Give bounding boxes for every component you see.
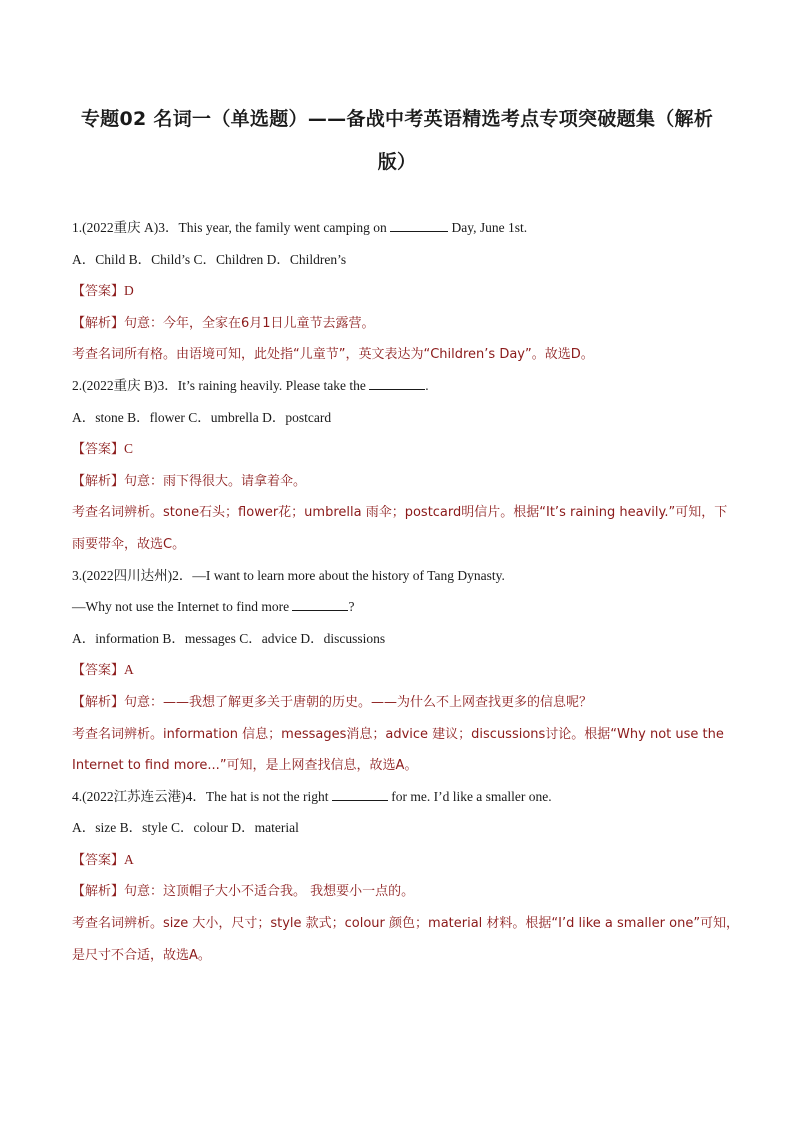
question-2-analysis: 【解析】句意：雨下得很大。请拿着伞。 xyxy=(72,473,307,489)
question-1-answer: 【答案】D xyxy=(72,283,134,300)
question-3-explanation-cont: Internet to find more...”可知，是上网查找信息，故选A。 xyxy=(72,758,418,774)
question-3-options: A．information B．messages C．advice D．discussions xyxy=(72,630,386,646)
title-line-2: 版） xyxy=(377,151,417,173)
question-3-explanation: 考查名词辨析。information 信息；messages消息；advice 建议；discussions讨论。根据“Why not use the xyxy=(72,726,724,742)
question-list xyxy=(72,212,740,970)
question-4-analysis: 【解析】句意：这顶帽子大小不适合我。 我想要小一点的。 xyxy=(72,884,415,900)
title-line-1: 专题02 名词一（单选题）——备战中考英语精选考点专项突破题集（解析 xyxy=(80,108,714,130)
page-title xyxy=(60,98,734,184)
question-1-analysis: 【解析】句意：今年，全家在6月1日儿童节去露营。 xyxy=(72,315,375,331)
question-4-stem: 4.(2022江苏连云港)4．The hat is not the right for me. I’d like a smaller one. xyxy=(72,788,552,804)
question-1-stem: 1.(2022重庆 A)3．This year, the family went camping on Day, June 1st. xyxy=(72,220,528,235)
question-4-options: A．size B．style C．colour D．material xyxy=(72,820,299,836)
question-4-explanation-cont: 是尺寸不合适，故选A。 xyxy=(72,947,211,963)
answer-blank xyxy=(390,221,448,232)
question-3-analysis: 【解析】句意：——我想了解更多关于唐朝的历史。——为什么不上网查找更多的信息呢？ xyxy=(72,694,593,710)
answer-blank xyxy=(332,790,388,801)
question-3-answer: 【答案】A xyxy=(72,662,134,679)
question-1-explanation: 考查名词所有格。由语境可知，此处指“儿童节”，英文表达为“Children’s Day”。故选D。 xyxy=(72,347,594,363)
question-2-explanation: 考查名词辨析。stone石头；flower花；umbrella 雨伞；postcard明信片。根据“It’s raining heavily.”可知，下 xyxy=(72,505,728,521)
question-2-stem: 2.(2022重庆 B)3．It’s raining heavily. Please take the . xyxy=(72,377,429,393)
answer-blank xyxy=(292,600,348,611)
question-1-options: A．Child B．Child’s C．Children D．Children’s xyxy=(72,251,347,267)
question-3-stem: 3.(2022四川达州)2．—I want to learn more about the history of Tang Dynasty. xyxy=(72,567,505,583)
question-2-options: A．stone B．flower C．umbrella D．postcard xyxy=(72,409,332,425)
question-2-answer: 【答案】C xyxy=(72,441,134,458)
question-4-explanation: 考查名词辨析。size 大小，尺寸；style 款式；colour 颜色；material 材料。根据“I’d like a smaller one”可知， xyxy=(72,916,740,932)
question-4-answer: 【答案】A xyxy=(72,851,134,868)
answer-blank xyxy=(369,379,425,390)
question-3-stem-cont: —Why not use the Internet to find more ? xyxy=(72,599,355,615)
question-2-explanation-cont: 雨要带伞，故选C。 xyxy=(72,536,186,552)
